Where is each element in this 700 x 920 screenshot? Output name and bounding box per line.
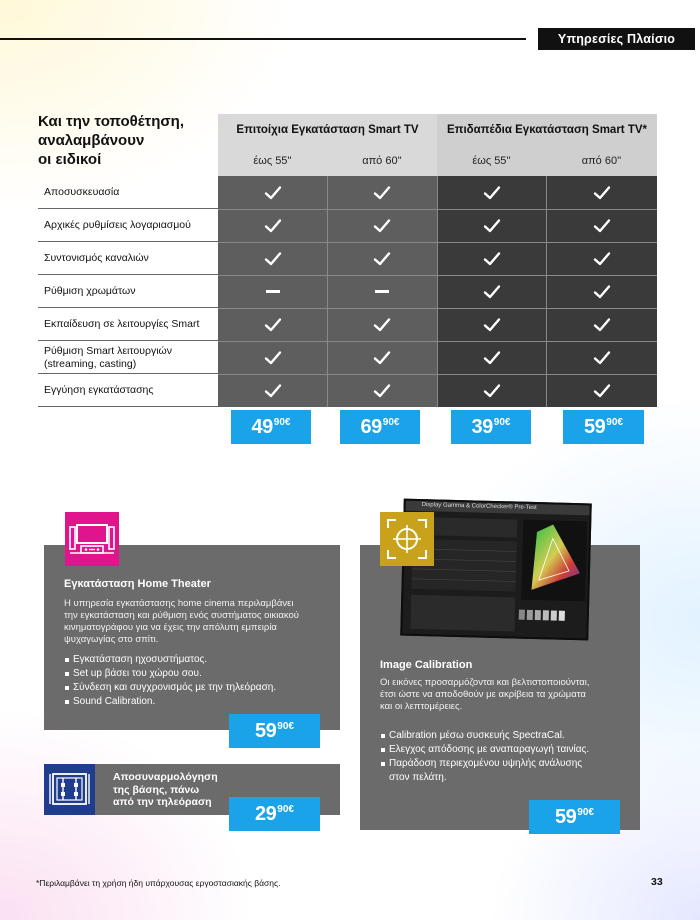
cell-floor-from60	[546, 308, 657, 341]
cell-floor-upto55	[437, 374, 546, 407]
group-header-wall: Επιτοίχια Εγκατάσταση Smart TV	[218, 114, 437, 146]
calibration-target-icon	[380, 512, 434, 566]
description-line: κινηματογράφου για να έχεις την απόλυτη εμπειρία	[64, 622, 277, 633]
row-gridline	[218, 209, 657, 210]
price-integer: 69	[360, 415, 382, 438]
home-theater-price[interactable]	[229, 714, 320, 748]
price-decimal: 90€	[277, 721, 294, 732]
title-line: από την τηλεόραση	[113, 796, 212, 808]
price-integer: 59	[255, 719, 277, 742]
price-integer: 49	[251, 415, 273, 438]
table-title	[38, 112, 218, 169]
row-label-line: Αποσυσκευασία	[44, 186, 120, 198]
subhead-floor-upto55: έως 55''	[437, 146, 546, 176]
subhead-wall-from60: από 60''	[327, 146, 437, 176]
check-icon	[593, 284, 611, 300]
feature-item: Set up βάσει του χώρου σου.	[64, 667, 334, 681]
check-icon	[593, 383, 611, 399]
cell-wall-from60	[327, 275, 437, 308]
check-icon	[373, 185, 391, 201]
cell-wall-upto55	[218, 374, 327, 407]
row-label-line: Ρύθμιση χρωμάτων	[44, 285, 136, 297]
column-divider	[327, 176, 328, 407]
title-line: της βάσης, πάνω	[113, 783, 200, 796]
cell-floor-from60	[546, 242, 657, 275]
check-icon	[264, 185, 282, 201]
dash-icon	[266, 290, 280, 293]
row-label-line: Εγγύηση εγκατάστασης	[44, 384, 154, 396]
monitor-title: Display Gamma & ColorChecker® Pre-Test	[421, 502, 537, 512]
cell-wall-from60	[327, 242, 437, 275]
cell-floor-upto55	[437, 275, 546, 308]
check-icon	[593, 185, 611, 201]
description-line: την εγκατάσταση και ρύθμιση ενός συστήματος οικιακού	[64, 610, 299, 621]
row-label	[38, 176, 218, 209]
cell-floor-from60	[546, 275, 657, 308]
price-integer: 59	[584, 415, 606, 438]
check-icon	[483, 284, 501, 300]
feature-item	[380, 757, 635, 785]
column-divider	[437, 176, 438, 407]
check-icon	[593, 218, 611, 234]
cell-wall-from60	[327, 341, 437, 374]
row-label-line: (streaming, casting)	[44, 357, 137, 370]
disassembly-price[interactable]	[229, 797, 320, 831]
calibration-features	[380, 729, 635, 785]
feature-item: Sound Calibration.	[64, 695, 334, 709]
row-gridline	[218, 341, 657, 342]
cell-wall-upto55	[218, 209, 327, 242]
cell-wall-from60	[327, 176, 437, 209]
row-gridline	[218, 308, 657, 309]
cell-floor-upto55	[437, 176, 546, 209]
row-label-line: Αρχικές ρυθμίσεις λογαριασμού	[44, 219, 191, 231]
check-icon	[264, 251, 282, 267]
row-label	[38, 275, 218, 308]
price-floor-upto55[interactable]	[451, 410, 531, 444]
feature-item: Calibration μέσω συσκευής SpectraCal.	[380, 729, 635, 743]
title-line: Αποσυναρμολόγηση	[113, 771, 218, 783]
cell-wall-from60	[327, 209, 437, 242]
check-icon	[373, 251, 391, 267]
check-icon	[264, 218, 282, 234]
subhead-floor-from60: από 60''	[546, 146, 657, 176]
price-wall-upto55[interactable]	[231, 410, 311, 444]
column-divider	[546, 176, 547, 407]
cell-floor-upto55	[437, 341, 546, 374]
home-theater-title: Εγκατάσταση Home Theater	[64, 578, 211, 590]
cell-wall-upto55	[218, 275, 327, 308]
price-integer: 29	[255, 802, 277, 825]
check-icon	[483, 185, 501, 201]
page-number: 33	[651, 876, 663, 888]
price-integer: 39	[471, 415, 493, 438]
table-title-line: αναλαμβάνουν	[38, 132, 145, 149]
feature-item: Ελεγχος απόδοσης με αναπαραγωγή ταινίας.	[380, 743, 635, 757]
dash-icon	[375, 290, 389, 293]
feature-line: Παράδοση περιεχομένου υψηλής ανάλυσης	[389, 758, 583, 769]
description-line: και οι λεπτομέρειες.	[380, 701, 463, 712]
price-decimal: 90€	[577, 807, 594, 818]
check-icon	[593, 317, 611, 333]
description-line: έτσι ώστε να αποδοθούν με ακρίβεια τα χρώματα	[380, 689, 586, 700]
check-icon	[373, 218, 391, 234]
table-title-line: Και την τοποθέτηση,	[38, 113, 184, 130]
cell-floor-from60	[546, 341, 657, 374]
row-label	[38, 209, 218, 242]
row-label	[38, 374, 218, 407]
cell-floor-from60	[546, 176, 657, 209]
check-icon	[264, 383, 282, 399]
footnote: *Περιλαμβάνει τη χρήση ήδη υπάρχουσας εργοστασιακής βάσης.	[36, 878, 281, 888]
feature-line: στον πελάτη.	[389, 772, 447, 783]
check-icon	[483, 251, 501, 267]
home-theater-description	[64, 598, 336, 646]
row-label-line: Συντονισμός καναλιών	[44, 252, 149, 264]
row-label	[38, 308, 218, 341]
cell-wall-upto55	[218, 242, 327, 275]
cell-wall-from60	[327, 308, 437, 341]
price-decimal: 90€	[277, 804, 294, 815]
check-icon	[264, 350, 282, 366]
feature-item: Σύνδεση και συγχρονισμός με την τηλεόραση.	[64, 681, 334, 695]
cell-floor-from60	[546, 374, 657, 407]
home-theater-icon	[65, 512, 119, 566]
check-icon	[373, 383, 391, 399]
disassembly-title	[113, 771, 218, 809]
cell-wall-from60	[327, 374, 437, 407]
cell-wall-upto55	[218, 341, 327, 374]
check-icon	[264, 317, 282, 333]
check-icon	[593, 350, 611, 366]
row-label	[38, 341, 218, 374]
cell-floor-from60	[546, 209, 657, 242]
description-line: Οι εικόνες προσαρμόζονται και βελτιστοποιούνται,	[380, 677, 590, 688]
cell-wall-upto55	[218, 176, 327, 209]
cell-floor-upto55	[437, 308, 546, 341]
row-label-line: Ρύθμιση Smart λειτουργιών	[44, 344, 172, 357]
price-integer: 59	[555, 805, 577, 828]
row-divider	[38, 406, 218, 407]
check-icon	[373, 317, 391, 333]
row-gridline	[218, 275, 657, 276]
subhead-wall-upto55: έως 55''	[218, 146, 327, 176]
calibration-description	[380, 677, 635, 713]
cell-floor-upto55	[437, 242, 546, 275]
price-decimal: 90€	[606, 417, 623, 428]
price-decimal: 90€	[382, 417, 400, 428]
row-gridline	[218, 374, 657, 375]
row-label	[38, 242, 218, 275]
cell-floor-upto55	[437, 209, 546, 242]
section-label: Υπηρεσίες Πλαίσιο	[538, 28, 695, 50]
check-icon	[483, 350, 501, 366]
calibration-price[interactable]	[529, 800, 620, 834]
table-title-line: οι ειδικοί	[38, 151, 102, 168]
description-line: Η υπηρεσία εγκατάστασης home cinema περιλαμβάνει	[64, 598, 294, 609]
calibration-title: Image Calibration	[380, 659, 473, 671]
check-icon	[483, 383, 501, 399]
tv-stand-icon	[44, 764, 95, 815]
check-icon	[483, 218, 501, 234]
price-decimal: 90€	[493, 417, 511, 428]
price-decimal: 90€	[273, 417, 291, 428]
check-icon	[593, 251, 611, 267]
description-line: ψυχαγωγίας στο σπίτι.	[64, 634, 159, 645]
price-wall-from60[interactable]	[340, 410, 420, 444]
check-icon	[483, 317, 501, 333]
home-theater-features	[64, 653, 334, 709]
check-icon	[373, 350, 391, 366]
cell-wall-upto55	[218, 308, 327, 341]
group-header-floor: Επιδαπέδια Εγκατάσταση Smart TV*	[437, 114, 657, 146]
row-label-line: Εκπαίδευση σε λειτουργίες Smart	[44, 318, 200, 330]
feature-item: Εγκατάσταση ηχοσυστήματος.	[64, 653, 334, 667]
row-gridline	[218, 242, 657, 243]
header-rule	[0, 38, 526, 40]
price-floor-from60[interactable]	[563, 410, 644, 444]
